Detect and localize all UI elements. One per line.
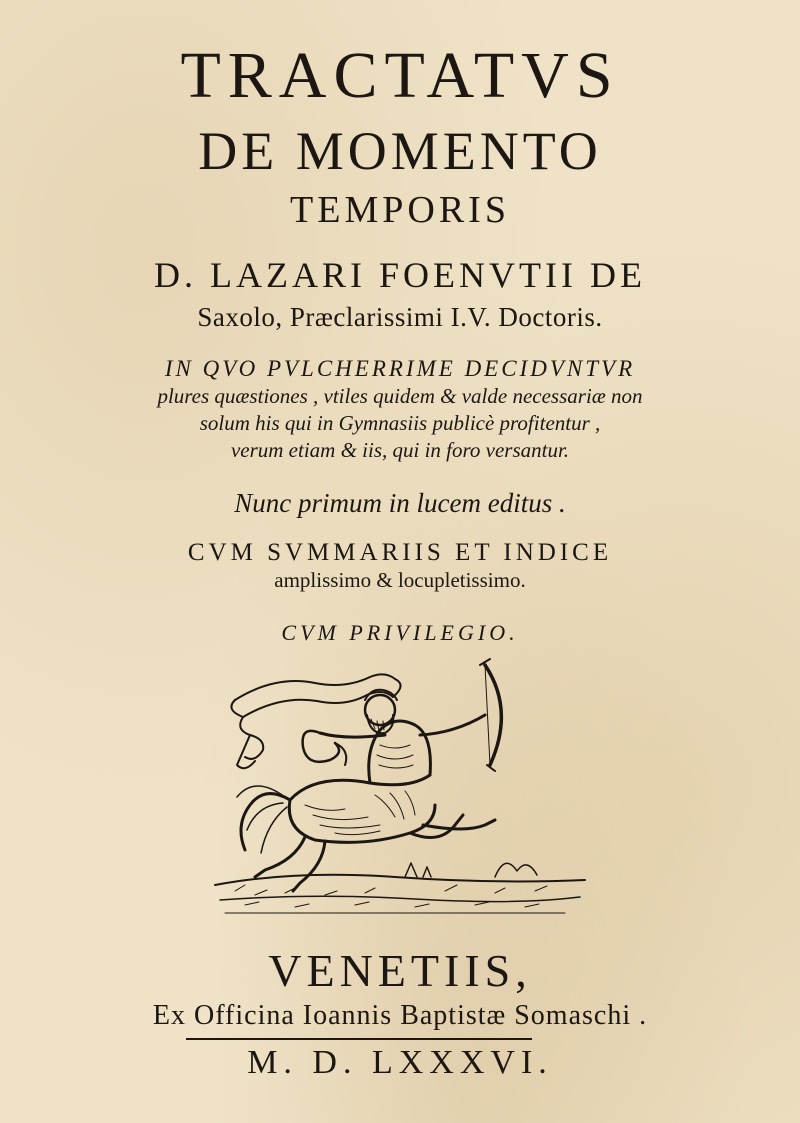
author-name: D. LAZARI FOENVTII DE	[154, 255, 646, 295]
title-line-1: TRACTATVS	[180, 39, 620, 112]
description-line-3: solum his qui in Gymnasiis publicè profitentur ,	[199, 411, 601, 435]
summaries-line-1: CVM SVMMARIIS ET INDICE	[187, 539, 613, 566]
privilege-note: CVM PRIVILEGIO.	[281, 620, 519, 645]
summaries-line-2: amplissimo & locupletissimo.	[274, 568, 526, 592]
description-line-2: plures quæstiones , vtiles quidem & valde necessariæ non	[157, 384, 643, 408]
imprint-printer: Ex Officina Ioannis Baptistæ Somaschi .	[152, 1000, 648, 1031]
imprint-rule	[186, 1038, 532, 1040]
imprint-city: VENETIIS,	[268, 945, 532, 996]
description-line-4: verum etiam & iis, qui in foro versantur.	[230, 438, 570, 462]
imprint-date: M. D. LXXXVI.	[247, 1044, 553, 1081]
title-line-3: TEMPORIS	[290, 189, 510, 231]
centaur-woodcut-image	[195, 655, 595, 925]
edition-note: Nunc primum in lucem editus .	[234, 488, 566, 518]
title-line-2: DE MOMENTO	[198, 121, 602, 181]
author-credential: Saxolo, Præclarissimi I.V. Doctoris.	[197, 302, 603, 332]
description-line-1: IN QVO PVLCHERRIME DECIDVNTVR	[164, 356, 636, 381]
